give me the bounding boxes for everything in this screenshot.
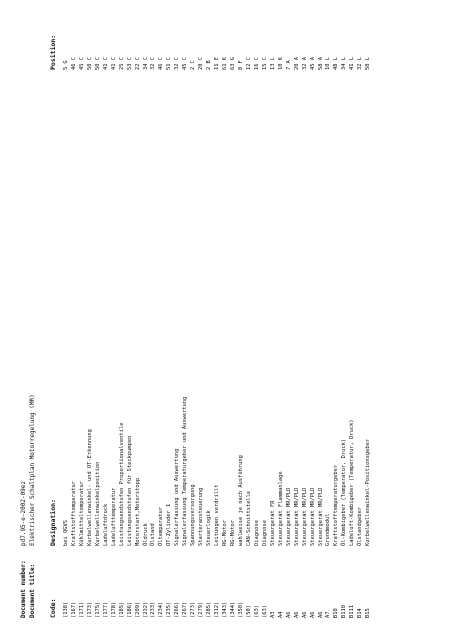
table-row [302, 18, 310, 618]
row-position: 11 E [214, 57, 221, 70]
row-code: B110 [341, 605, 348, 618]
row-designation: bei QGVS [63, 520, 69, 546]
row-code: (177) [102, 601, 109, 618]
row-code: (285) [206, 601, 213, 618]
column-header-designation: Designation: [49, 499, 57, 546]
row-code: A6 [301, 611, 308, 618]
row-position: 51 C [166, 57, 173, 70]
row-designation: Steuerlogik [206, 510, 213, 546]
row-designation: Spannungsversorgung [190, 484, 197, 546]
row-position: 61 K [222, 57, 229, 70]
table-row [166, 18, 174, 618]
table-row [341, 18, 349, 618]
row-position: 46 C [158, 57, 165, 70]
rotated-content [17, 18, 457, 618]
table-row [111, 18, 119, 618]
row-designation: Kühlmitteltemperatur [78, 481, 85, 546]
row-position: 32 C [174, 57, 181, 70]
table-row [135, 18, 143, 618]
row-position: 10 L [325, 57, 332, 70]
row-code: (267) [182, 601, 189, 618]
row-code: A7 [325, 611, 332, 618]
table-row [87, 18, 95, 618]
row-code: (171) [78, 601, 85, 618]
table-row [214, 18, 222, 618]
row-code: (50) [245, 605, 252, 618]
table-row [286, 18, 294, 618]
row-code: (234) [158, 601, 165, 618]
row-position: 50 L [365, 57, 372, 70]
row-position: 2 C [190, 60, 197, 70]
row-designation: Steuergerät MR/PLD [301, 487, 308, 546]
row-designation: Ladeluftdruck [102, 503, 109, 546]
row-position: 50 C [86, 57, 93, 70]
table-row [206, 18, 214, 618]
table-row [127, 18, 135, 618]
row-designation: Diagnose [261, 520, 268, 546]
table-row [310, 18, 318, 618]
table-row [190, 18, 198, 618]
table-row [294, 18, 302, 618]
table-row [63, 18, 71, 618]
row-designation: Leitungen verdrillt [214, 484, 221, 546]
row-position: 41 C [102, 57, 109, 70]
row-position: 16 C [253, 57, 260, 70]
row-designation: Kraftstofftemperatur [70, 481, 77, 546]
row-code: (63) [261, 605, 268, 618]
row-code: A6 [309, 611, 316, 618]
row-designation: Motorstart,Motorstopp [134, 477, 141, 546]
row-code: A6 [317, 611, 324, 618]
row-position: 63 G [230, 57, 237, 70]
document-title-label: Document title: [29, 563, 36, 618]
row-designation: Steuergerät MR/PLD [285, 487, 292, 546]
row-designation: Grundmodul [325, 513, 332, 546]
row-designation: Kraftstofftemperaturgeber [333, 464, 340, 546]
document-title-value: Elektrischer Schaltplan Motorregelung (MR) [29, 394, 36, 546]
row-designation: Kurbelwellenwinkel- und OT-Erkennung [86, 429, 93, 546]
row-designation: Ladeluft-Kombigeber (Temperatur, Druck) [349, 419, 356, 546]
row-code: (173) [86, 601, 93, 618]
row-position: 58 A [317, 57, 324, 70]
table-row [222, 18, 230, 618]
row-position: 2 B [206, 60, 213, 70]
table-row [119, 18, 127, 618]
row-position: 7 A [285, 60, 292, 70]
document-title-line [29, 394, 37, 618]
row-code: (279) [198, 601, 205, 618]
row-code: A6 [285, 611, 292, 618]
row-designation: RG-Motor [222, 520, 229, 546]
row-position: 25 C [118, 57, 125, 70]
row-code: B10 [333, 608, 340, 618]
row-designation: Öldruck [142, 523, 149, 546]
row-code: (209) [134, 601, 141, 618]
row-designation: Kurbelwellenwinkelposition [94, 461, 101, 546]
table-row [230, 18, 238, 618]
row-designation: Öl-Kombigeber (Temperatur, Druck) [341, 438, 348, 546]
row-code: B15 [365, 608, 372, 618]
row-position: 22 C [134, 57, 141, 70]
column-header-position: Position: [49, 34, 57, 70]
row-designation: Signalerfassung und Auswertung [174, 448, 181, 546]
row-position: 41 L [349, 57, 356, 70]
row-designation: Öltemperatur [158, 507, 165, 546]
table-row [158, 18, 166, 618]
row-code: (235) [166, 601, 173, 618]
row-position: 41 C [110, 57, 117, 70]
row-designation: Steuergerät FR [269, 500, 276, 546]
row-position: 5 G [63, 60, 69, 70]
row-designation: Steuergerät Flammanlage [277, 471, 284, 546]
table-row [365, 18, 373, 618]
row-code: (344) [230, 601, 237, 618]
row-position: 20 C [198, 57, 205, 70]
row-code: (175) [94, 601, 101, 618]
row-code: (273) [190, 601, 197, 618]
row-designation: Leistungsendstufen für Steckpumpen [126, 435, 133, 546]
row-position: 10 K [277, 57, 284, 70]
row-designation: Signalerfassung Temperaturgeber und Auswertung [182, 396, 189, 546]
row-designation: Steuergerät MR/PLD [293, 487, 300, 546]
row-code: (178) [110, 601, 117, 618]
row-code: A4 [277, 611, 284, 618]
table-row [246, 18, 254, 618]
row-position: 48 L [333, 57, 340, 70]
row-code: (63) [253, 605, 260, 618]
row-position: 20 A [293, 57, 300, 70]
row-designation: CAN-Schnittstelle [245, 490, 252, 546]
row-code: (312) [214, 601, 221, 618]
table-row [278, 18, 286, 618]
row-designation: Starteransteuerung [198, 487, 205, 546]
row-position: 13 L [269, 57, 276, 70]
row-code: A3 [269, 611, 276, 618]
row-position: 32 L [357, 57, 364, 70]
row-position: 8 F [237, 60, 244, 70]
row-position: 46 C [70, 57, 77, 70]
table-row [95, 18, 103, 618]
table-row [270, 18, 278, 618]
row-code: A6 [293, 611, 300, 618]
table-row [318, 18, 326, 618]
table-row [174, 18, 182, 618]
component-table [63, 18, 373, 618]
row-code: (350) [237, 601, 244, 618]
column-header-code: Code: [49, 598, 57, 618]
row-code: (266) [174, 601, 181, 618]
row-designation: Diagnose [253, 520, 260, 546]
table-row [262, 18, 270, 618]
row-code: (185) [118, 601, 125, 618]
row-designation: Ölstandgeber [357, 507, 364, 546]
row-position: 15 C [261, 57, 268, 70]
row-code: B111 [349, 605, 356, 618]
table-row [103, 18, 111, 618]
row-position: 45 C [78, 57, 85, 70]
row-code: (138) [63, 601, 69, 618]
document-number-value: pd7.95-e-2002-09ez [20, 480, 27, 546]
row-position: 50 C [94, 57, 101, 70]
row-designation: Kurbelwellenwinkel-Positionsgeber [365, 438, 372, 546]
row-position: 45 A [309, 57, 316, 70]
table-row [325, 18, 333, 618]
table-row [198, 18, 206, 618]
row-position: 34 C [142, 57, 149, 70]
table-row [357, 18, 365, 618]
row-position: 34 L [341, 57, 348, 70]
row-position: 12 C [245, 57, 252, 70]
row-designation: Leistungsendstufen Proportionalventile [118, 422, 125, 546]
row-code: (167) [70, 601, 77, 618]
row-position: 53 C [126, 57, 133, 70]
document-number-line [20, 481, 28, 618]
row-code: (232) [142, 601, 149, 618]
table-row [71, 18, 79, 618]
row-code: (186) [126, 601, 133, 618]
row-position: 45 C [182, 57, 189, 70]
table-row [254, 18, 262, 618]
row-designation: OT-Zylinder 1 [166, 503, 173, 546]
row-designation: Steuergerät MR/PLD [309, 487, 316, 546]
table-row [182, 18, 190, 618]
row-position: 32 A [301, 57, 308, 70]
row-code: (233) [150, 601, 157, 618]
row-designation: Steuergerät MR/PLD [317, 487, 324, 546]
row-position: 32 C [150, 57, 157, 70]
row-designation: wahlweise je nach Ausführung [237, 455, 244, 546]
row-designation: Ladelufttemperatur [110, 487, 117, 546]
row-code: B14 [357, 608, 364, 618]
table-row [79, 18, 87, 618]
document-number-label: Document number: [20, 560, 27, 618]
row-designation: RG-Motor [230, 520, 237, 546]
row-designation: Ölstand [150, 523, 157, 546]
table-row [238, 18, 246, 618]
row-code: (343) [222, 601, 229, 618]
